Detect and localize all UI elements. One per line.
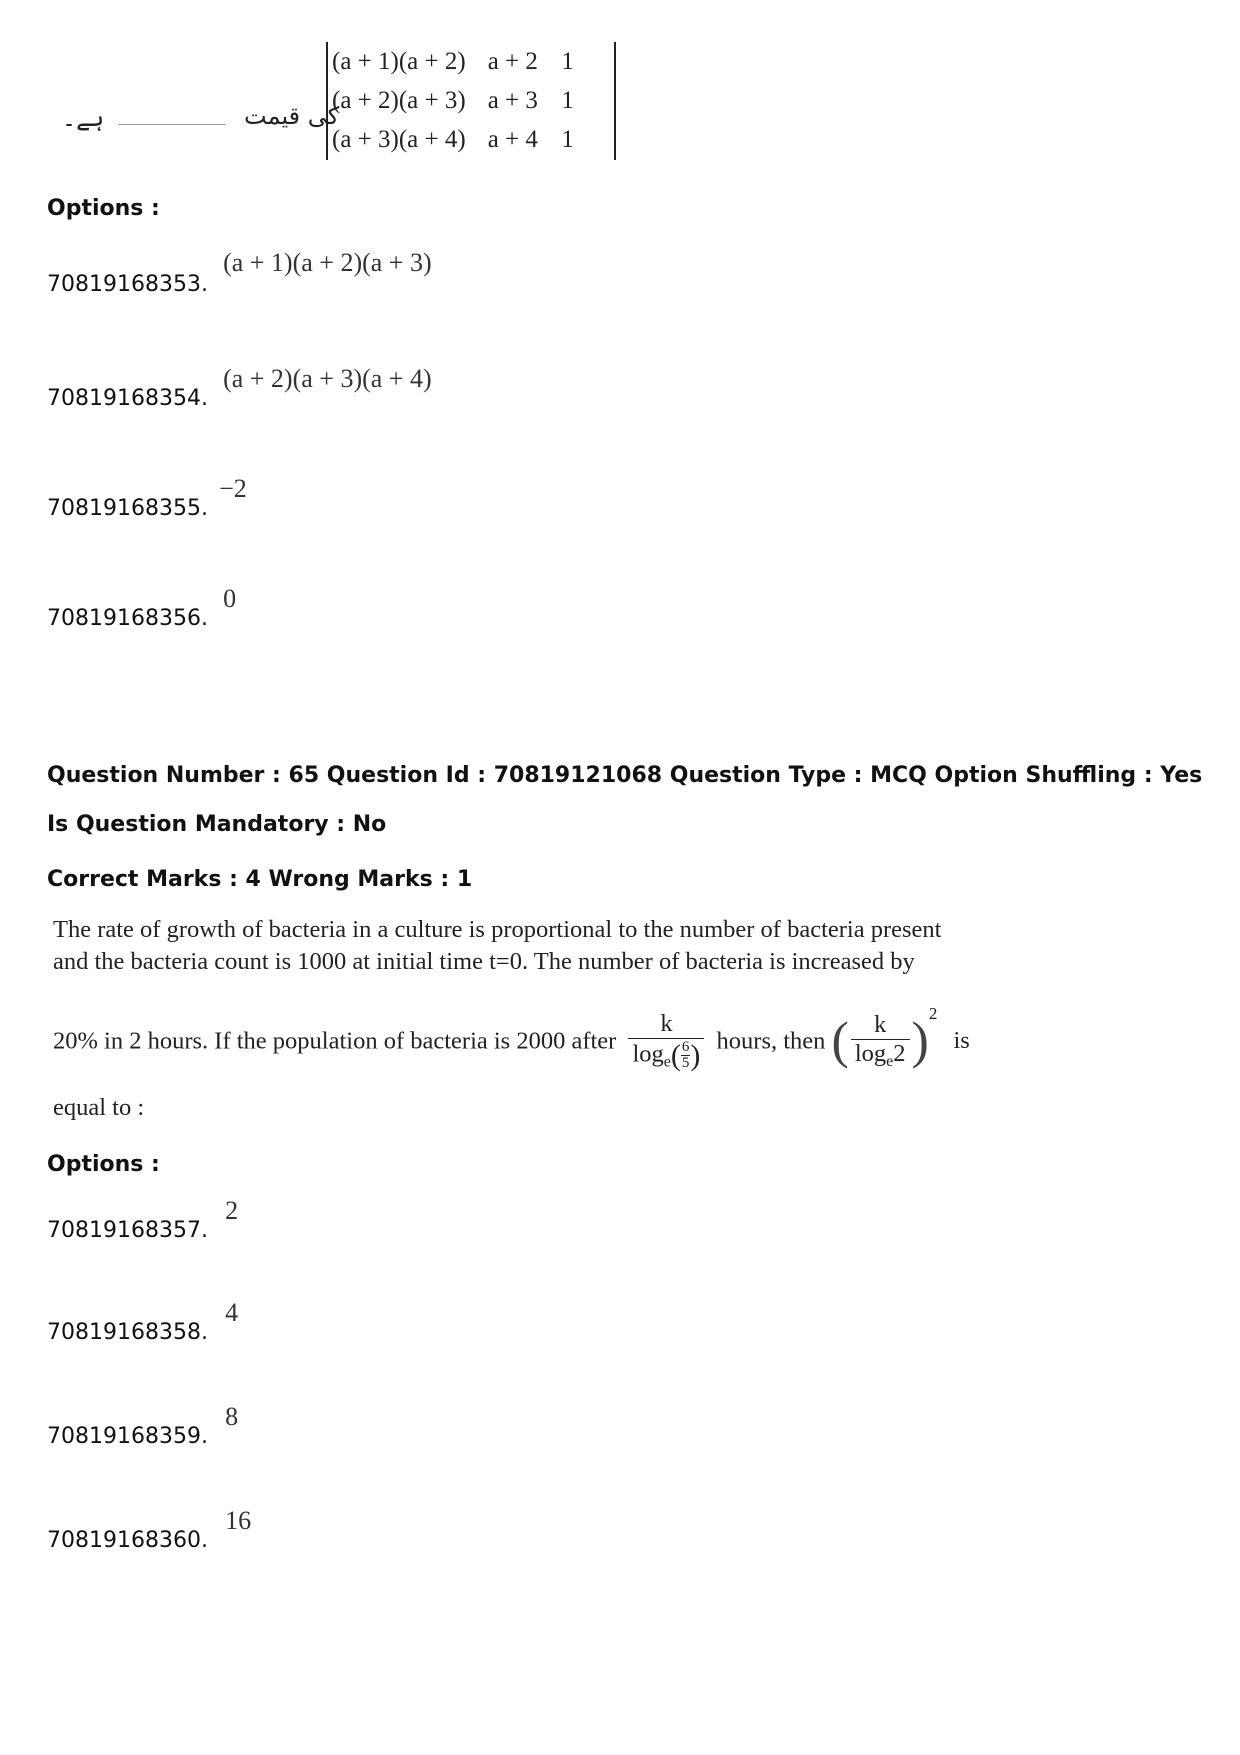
det-cell: (a + 2)(a + 3) xyxy=(332,86,466,114)
options-heading: Options : xyxy=(47,196,160,221)
option-id: 70819168358. xyxy=(47,1320,208,1345)
det-cell: (a + 3)(a + 4) xyxy=(332,125,466,153)
det-cell: 1 xyxy=(561,125,574,153)
options-heading: Options : xyxy=(47,1152,160,1177)
inner-numerator: 6 xyxy=(681,1039,690,1056)
question-text xyxy=(53,914,953,978)
log-base: e xyxy=(886,1053,894,1071)
option-value: 16 xyxy=(225,1506,252,1535)
option-row[interactable] xyxy=(47,474,247,521)
option-row[interactable] xyxy=(47,1196,239,1243)
det-cell: a + 4 xyxy=(487,125,538,153)
option-value: 8 xyxy=(225,1402,239,1431)
question-text-line: The rate of growth of bacteria in a culture is proportional to the number of bacteria present xyxy=(53,916,942,943)
det-row xyxy=(328,42,574,81)
det-row xyxy=(328,81,574,120)
fraction-k-over-log-2 xyxy=(851,1011,910,1071)
log-argument: 2 xyxy=(893,1040,906,1068)
determinant-matrix xyxy=(326,42,616,160)
option-id: 70819168357. xyxy=(47,1218,208,1243)
answer-blank-line xyxy=(118,124,226,125)
option-row[interactable] xyxy=(47,584,237,631)
inner-fraction xyxy=(681,1040,691,1071)
option-row[interactable] xyxy=(47,1298,239,1345)
question-header: Question Number : 65 Question Id : 70819121068 Question Type : MCQ Option Shuffling : Yes xyxy=(47,763,1203,788)
fraction-denominator xyxy=(851,1040,910,1071)
option-id: 70819168356. xyxy=(47,606,208,631)
left-paren: ( xyxy=(831,1012,849,1070)
option-id: 70819168354. xyxy=(47,386,208,411)
det-cell: (a + 1)(a + 2) xyxy=(332,47,466,75)
option-value: 0 xyxy=(223,584,237,613)
question-text-segment: is xyxy=(953,1027,970,1055)
option-row[interactable] xyxy=(47,248,432,297)
option-row[interactable] xyxy=(47,1506,252,1553)
det-cell: 1 xyxy=(561,86,574,114)
det-cell: a + 2 xyxy=(487,47,538,75)
urdu-is-text: ہے۔ xyxy=(62,104,105,132)
det-cell: 1 xyxy=(561,47,574,75)
option-row[interactable] xyxy=(47,364,432,411)
question-text-segment: hours, then xyxy=(716,1027,826,1055)
urdu-value-text: کی قیمت xyxy=(244,102,340,130)
fraction-k-over-log-6-5 xyxy=(628,1010,704,1073)
option-value: (a + 1)(a + 2)(a + 3) xyxy=(223,248,432,277)
option-value: 2 xyxy=(225,1196,239,1225)
option-id: 70819168355. xyxy=(47,496,208,521)
option-row[interactable] xyxy=(47,1402,239,1449)
option-value: 4 xyxy=(225,1298,239,1327)
option-value: (a + 2)(a + 3)(a + 4) xyxy=(223,364,432,393)
option-id: 70819168353. xyxy=(47,272,208,297)
question-text-line: equal to : xyxy=(53,1094,145,1121)
question-text-line: and the bacteria count is 1000 at initial time t=0. The number of bacteria is increased by xyxy=(53,948,915,975)
fraction-numerator: k xyxy=(851,1011,910,1040)
question-mandatory: Is Question Mandatory : No xyxy=(47,812,387,837)
det-cell: a + 3 xyxy=(487,86,538,114)
fraction-numerator: k xyxy=(628,1010,704,1039)
question-marks: Correct Marks : 4 Wrong Marks : 1 xyxy=(47,867,473,892)
exponent: 2 xyxy=(928,1004,938,1023)
right-paren: ) xyxy=(911,1012,929,1070)
fraction-denominator: $\log_e$( $\frac{6}{5}$) xyxy=(632,1038,701,1072)
inner-denominator: 5 xyxy=(681,1055,690,1072)
question-text-segment: 20% in 2 hours. If the population of bacteria is 2000 after xyxy=(53,1027,617,1055)
log-text: log xyxy=(854,1040,887,1068)
det-row xyxy=(328,120,574,159)
option-id: 70819168360. xyxy=(47,1528,208,1553)
question-formula-line xyxy=(53,1004,970,1073)
option-value: −2 xyxy=(219,474,247,503)
option-id: 70819168359. xyxy=(47,1424,208,1449)
log-text: log xyxy=(632,1040,664,1068)
log-base: e xyxy=(663,1053,671,1071)
